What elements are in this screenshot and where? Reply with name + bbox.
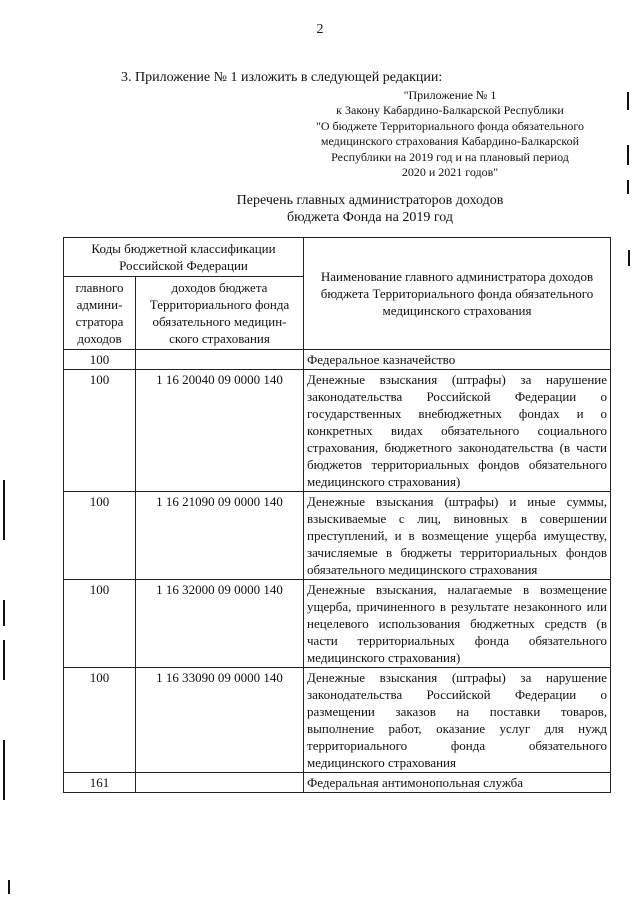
admin-code-cell: 100 xyxy=(64,668,136,773)
table-row xyxy=(64,350,611,370)
list-title-line: Перечень главных администраторов доходов xyxy=(236,193,504,208)
header-classification-group: Коды бюджетной классификации Российской Федерации xyxy=(64,238,304,277)
revenue-code-cell xyxy=(136,350,304,370)
administrator-name-cell: Денежные взыскания, налагаемые в возмещение ущерба, причиненного в результате незаконного или нецелевого использования бюджетных средств (в части территориальных фонда обязательного медицинского страхования) xyxy=(304,580,611,668)
table-header-row xyxy=(64,238,611,277)
scan-mark xyxy=(628,250,630,266)
table-row xyxy=(64,580,611,668)
amendment-intro: 3. Приложение № 1 изложить в следующей редакции: xyxy=(121,70,443,85)
table-row xyxy=(64,492,611,580)
header-revenue-code: доходов бюджета Территориального фонда обязательного медицин-ского страхования xyxy=(136,277,304,350)
scan-mark xyxy=(3,640,5,680)
revenue-code-cell: 1 16 33090 09 0000 140 xyxy=(136,668,304,773)
scan-mark xyxy=(3,740,5,800)
appendix-header xyxy=(300,88,600,180)
revenue-code-cell: 1 16 20040 09 0000 140 xyxy=(136,370,304,492)
table-row xyxy=(64,773,611,793)
admin-code-cell: 100 xyxy=(64,492,136,580)
administrators-table xyxy=(63,237,611,793)
appendix-header-line: 2020 и 2021 годов" xyxy=(401,165,499,180)
scan-mark xyxy=(627,92,629,110)
table-row xyxy=(64,370,611,492)
table-row xyxy=(64,668,611,773)
scan-mark xyxy=(3,600,5,626)
page-number: 2 xyxy=(316,22,324,37)
list-title xyxy=(100,192,640,226)
header-administrator-name: Наименование главного администратора доходов бюджета Территориального фонда обязательного медицинского страхования xyxy=(304,238,611,350)
administrator-name-cell: Денежные взыскания (штрафы) за нарушение законодательства Российской Федерации о размещении заказов на поставки товаров, выполнение работ, оказание услуг для нужд территориального фонда обязательного медицинского страхования xyxy=(304,668,611,773)
appendix-header-line: к Закону Кабардино-Балкарской Республики xyxy=(336,103,564,118)
admin-code-cell: 100 xyxy=(64,350,136,370)
admin-code-cell: 100 xyxy=(64,580,136,668)
administrator-name-cell: Федеральное казначейство xyxy=(304,350,611,370)
scan-mark xyxy=(3,480,5,540)
appendix-header-line: медицинского страхования Кабардино-Балкарской xyxy=(320,134,580,149)
appendix-header-line: "О бюджете Территориального фонда обязательного xyxy=(315,118,584,133)
revenue-code-cell xyxy=(136,773,304,793)
revenue-code-cell: 1 16 21090 09 0000 140 xyxy=(136,492,304,580)
administrator-name-cell: Денежные взыскания (штрафы) за нарушение законодательства Российской Федерации о государственных внебюджетных фондах и о конкретных видах обязательного социального страхования, бюджетного законодательства (в части бюджетов территориальных фондов обязательного медицинского страхования) xyxy=(304,370,611,492)
header-chief-administrator: главного админи-стратора доходов xyxy=(64,277,136,350)
admin-code-cell: 161 xyxy=(64,773,136,793)
appendix-header-line: Республики на 2019 год и на плановый период xyxy=(331,149,569,164)
scan-mark xyxy=(627,145,629,165)
appendix-header-line: "Приложение № 1 xyxy=(403,88,497,102)
admin-code-cell: 100 xyxy=(64,370,136,492)
revenue-code-cell: 1 16 32000 09 0000 140 xyxy=(136,580,304,668)
list-title-line: бюджета Фонда на 2019 год xyxy=(287,210,453,225)
scan-mark xyxy=(627,180,629,194)
administrator-name-cell: Федеральная антимонопольная служба xyxy=(304,773,611,793)
administrator-name-cell: Денежные взыскания (штрафы) и иные суммы, взыскиваемые с лиц, виновных в совершении преступлений, и в возмещение ущерба имуществу, зачисляемые в бюджеты территориальных фондов обязательного медицинского страхования xyxy=(304,492,611,580)
scan-mark xyxy=(8,880,10,894)
